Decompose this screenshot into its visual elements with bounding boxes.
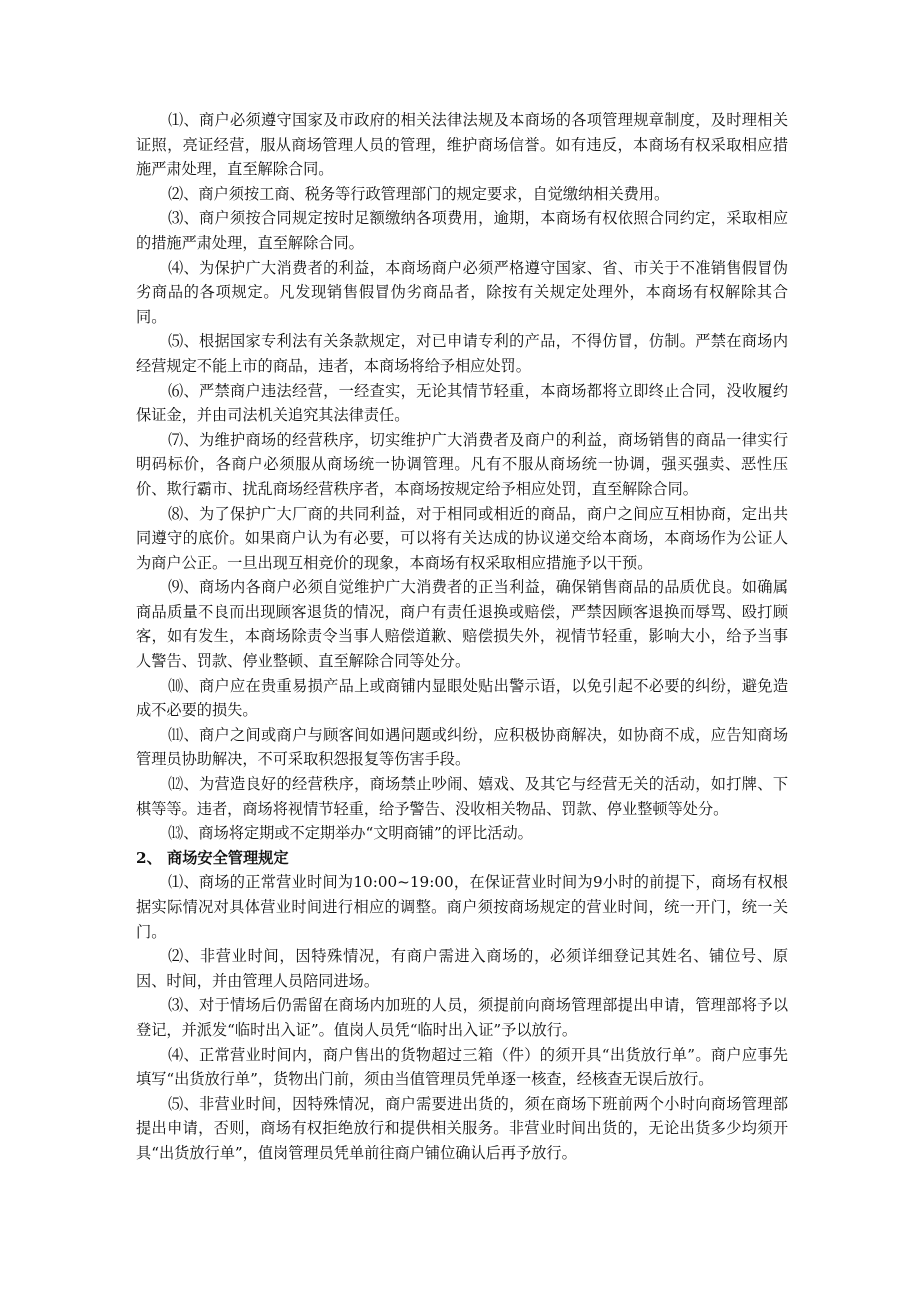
clause-1-2: ⑵、商户须按工商、税务等行政管理部门的规定要求，自觉缴纳相关费用。 [168,184,670,203]
section-heading-security: 2、 商场安全管理规定 [136,848,289,867]
clause-1-13: ⒀、商场将定期或不定期举办“文明商铺”的评比活动。 [168,824,533,843]
clause-1-1: ⑴、商户必须遵守国家及市政府的相关法律法规及本商场的各项管理规章制度，及时理相关证照，亮证经营，服从商场管理人员的管理，维护商场信誉。如有违反，本商场有权采取相应措施严肃处理，直至解除合同。 [136,111,788,179]
clause-2-3: ⑶、对于情场后仍需留在商场内加班的人员，须提前向商场管理部提出申请，管理部将予以登记，并派发“临时出入证”。值岗人员凭“临时出入证”予以放行。 [136,996,788,1039]
clause-2-2: ⑵、非营业时间，因特殊情况，有商户需进入商场的，必须详细登记其姓名、铺位号、原因、时间，并由管理人员陪同进场。 [136,947,788,990]
clause-2-4: ⑷、正常营业时间内，商户售出的货物超过三箱（件）的须开具“出货放行单”。商户应事先填写“出货放行单”，货物出门前，须由当值管理员凭单逐一核查，经核查无误后放行。 [136,1045,788,1089]
clause-2-5: ⑸、非营业时间，因特殊情况，商户需要进出货的，须在商场下班前两个小时向商场管理部提出申请，否则，商场有权拒绝放行和提供相关服务。非营业时间出货的，无论出货多少均须开具“出货放行单”，值岗管理员凭单前往商户铺位确认后再予放行。 [136,1094,788,1162]
clause-1-4: ⑷、为保护广大消费者的利益，本商场商户必须严格遵守国家、省、市关于不准销售假冒伪劣商品的各项规定。凡发现销售假冒伪劣商品者，除按有关规定处理外，本商场有权解除其合同。 [136,258,788,326]
clause-1-5: ⑸、根据国家专利法有关条款规定，对已申请专利的产品，不得仿冒，仿制。严禁在商场内经营规定不能上市的商品，违者，本商场将给予相应处罚。 [136,332,788,375]
clause-1-3: ⑶、商户须按合同规定按时足额缴纳各项费用，逾期，本商场有权依照合同约定，采取相应的措施严肃处理，直至解除合同。 [136,209,788,252]
clause-1-7: ⑺、为维护商场的经营秩序，切实维护广大消费者及商户的利益，商场销售的商品一律实行明码标价，各商户必须服从商场统一协调管理。凡有不服从商场统一协调，强买强卖、恶性压价、欺行霸市、扰乱商场经营秩序者，本商场按规定给予相应处罚，直至解除合同。 [136,430,788,498]
clause-1-10: ⑽、商户应在贵重易损产品上或商铺内显眼处贴出警示语，以免引起不必要的纠纷，避免造成不必要的损失。 [136,676,788,720]
clause-1-11: ⑾、商户之间或商户与顾客间如遇问题或纠纷，应积极协商解决，如协商不成，应告知商场管理员协助解决，不可采取积怨报复等伤害手段。 [136,725,788,769]
document-body [136,108,788,1166]
clause-1-9: ⑼、商场内各商户必须自觉维护广大消费者的正当利益，确保销售商品的品质优良。如确属商品质量不良而出现顾客退货的情况，商户有责任退换或赔偿，严禁因顾客退换而辱骂、殴打顾客，如有发生，本商场除责令当事人赔偿道歉、赔偿损失外，视情节轻重，影响大小，给予当事人警告、罚款、停业整顿、直至解除合同等处分。 [136,578,788,671]
clause-1-6: ⑹、严禁商户违法经营，一经查实，无论其情节轻重，本商场都将立即终止合同，没收履约保证金，并由司法机关追究其法律责任。 [136,381,788,425]
clause-2-1: ⑴、商场的正常营业时间为10:00~19:00，在保证营业时间为9小时的前提下，商场有权根据实际情况对具体营业时间进行相应的调整。商户须按商场规定的营业时间，统一开门，统一关门。 [136,873,788,941]
clause-1-8: ⑻、为了保护广大厂商的共同利益，对于相同或相近的商品，商户之间应互相协商，定出共同遵守的底价。如果商户认为有必要，可以将有关达成的协议递交给本商场，本商场作为公证人为商户公正。一旦出现互相竞价的现象，本商场有权采取相应措施予以干预。 [136,504,788,572]
clause-1-12: ⑿、为营造良好的经营秩序，商场禁止吵闹、嬉戏、及其它与经营无关的活动，如打牌、下棋等等。违者，商场将视情节轻重，给予警告、没收相关物品、罚款、停业整顿等处分。 [136,775,788,818]
